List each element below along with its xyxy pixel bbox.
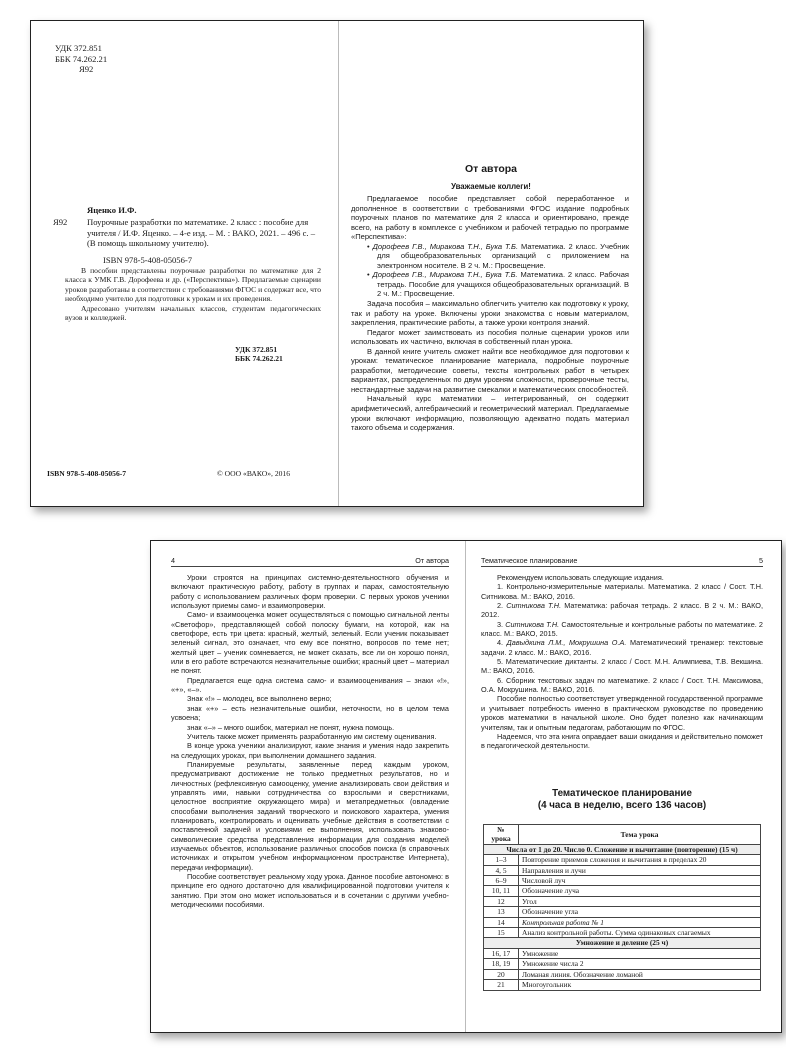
paragraph: знак «+» – есть незначительные ошибки, неточности, но в целом тема усвоена; <box>171 703 449 723</box>
lesson-number: 20 <box>484 969 519 979</box>
recommendation-item <box>481 638 763 657</box>
item-text: Математика: рабочая тетрадь. 2 класс. В 2 ч. М.: ВАКО, 2012. <box>481 601 763 620</box>
table-section-row <box>484 938 761 948</box>
lesson-topic: Анализ контрольной работы. Сумма одинаковых слагаемых <box>519 928 761 938</box>
lesson-topic: Ломаная линия. Обозначение ломаной <box>519 969 761 979</box>
table-section-row <box>484 844 761 854</box>
item-number: 3. <box>497 619 506 629</box>
lesson-number: 4, 5 <box>484 865 519 875</box>
item-text: Математический тренажер: текстовые задачи. 2 класс. М.: ВАКО, 2016. <box>481 638 763 657</box>
recommendation-item <box>481 620 763 639</box>
intro-paragraph: Предлагаемое пособие представляет собой переработанное и дополненное в соответствии с требованиями ФГОС издание подробных поурочных планов по математике для 2 класса и ориентировано, прежде всего, на работу в комплексе с учебником и рабочей тетрадью по программе «Перспектива»: <box>351 194 629 242</box>
lesson-topic: Умножение <box>519 948 761 958</box>
right-running-title: Тематическое планирование <box>481 556 578 565</box>
lesson-topic: Направления и лучи <box>519 865 761 875</box>
left-running-header <box>171 556 449 567</box>
imprint-spread <box>30 20 644 507</box>
item-number: 2. <box>497 601 507 611</box>
lesson-number: 6–9 <box>484 876 519 886</box>
isbn-bottom: ISBN 978-5-408-05056-7 <box>47 469 127 478</box>
plan-title: Тематическое планирование <box>552 788 692 799</box>
goal-paragraph: Задача пособия – максимально облегчить учителю как подготовку к уроку, так и работу на уроке. Включены уроки знакомства с новым материалом, закрепления, практические работы, а также уроки контроля знаний. <box>351 299 629 328</box>
spine-divider <box>338 21 339 506</box>
paragraph: В конце урока ученики анализируют, какие знания и умения надо закрепить на следующих уроках, при выполнении домашнего задания. <box>171 741 449 760</box>
table-row <box>484 907 761 917</box>
item-author: Ситникова Т.Н. <box>506 601 562 611</box>
lesson-topic: Умножение числа 2 <box>519 959 761 969</box>
udk-top-block <box>55 43 107 75</box>
from-author-title: От автора <box>464 163 518 175</box>
item-number: 1. <box>497 582 507 592</box>
right-running-header <box>481 556 763 567</box>
author-heading: Яценко И.Ф. <box>87 205 137 215</box>
isbn-line: ISBN 978-5-408-05056-7 <box>103 254 193 265</box>
table-row <box>484 876 761 886</box>
table-row <box>484 865 761 875</box>
table-row <box>484 886 761 896</box>
paragraph: Учитель также может применять разработанную им систему оценивания. <box>187 731 437 741</box>
copyright: © ООО «ВАКО», 2016 <box>217 469 291 478</box>
lesson-number: 1–3 <box>484 855 519 865</box>
lesson-topic: Многоугольник <box>519 980 761 990</box>
udk-bottom-line: УДК 372.851 <box>235 345 278 354</box>
recommendations-intro: Рекомендуем использовать следующие издания. <box>497 573 664 582</box>
annotation-block <box>65 266 321 322</box>
item-author: Давыдкина Л.М., Мокрушина О.А. <box>506 638 627 648</box>
section-title: Числа от 1 до 20. Число 0. Сложение и вычитание (повторение) (15 ч) <box>484 844 761 854</box>
table-row <box>484 969 761 979</box>
recommendation-item <box>481 582 763 601</box>
recommendation-item <box>481 601 763 620</box>
paragraph: Пособие соответствует реальному ходу урока. Данное пособие автономно: в принципе его одного достаточно для квалифицированной подготовки учителя к занятию. При этом оно может использоваться и в сочетании с другими учебно-методическими пособиями. <box>171 872 449 910</box>
spine-divider <box>465 541 466 1032</box>
table-row <box>484 959 761 969</box>
item-number: 5. <box>497 657 506 667</box>
table-row <box>484 896 761 906</box>
table-row <box>484 917 761 927</box>
item-text: Самостоятельные и контрольные работы по математике. 2 класс. М.: ВАКО, 2015. <box>481 619 763 639</box>
lesson-topic: Обозначение угла <box>519 907 761 917</box>
lesson-number: 12 <box>484 896 519 906</box>
recommendations <box>481 573 763 751</box>
hope-paragraph: Надеемся, что эта книга оправдает ваши ожидания и действительно поможет в педагогической деятельности. <box>481 731 763 751</box>
bbk-bottom-line: ББК 74.262.21 <box>235 354 283 364</box>
contents-paragraph: В данной книге учитель сможет найти все необходимое для подготовки к урокам: тематическое планирование материала, подробные поурочные разработки, методические советы, тексты контрольных работ в четырех вариантах, распределенных по двум уровням сложности, проверочные тесты, нестандартные задачи на развитие смекалки и математических способностей. <box>351 346 629 394</box>
lesson-number: 21 <box>484 980 519 990</box>
author-mark-line: Я92 <box>79 64 94 75</box>
textbook-authors: Дорофеев Г.В., Миракова Т.Н., Бука Т.Б. <box>372 241 519 251</box>
table-row <box>484 855 761 865</box>
plan-table-wrap <box>483 824 761 991</box>
lesson-number: 13 <box>484 907 519 917</box>
textbook-bullet: • Дорофеев Г.В., Миракова Т.Н., Бука Т.Б. Математика. 2 класс. Учебник для общеобразовательных организаций с приложением на электронном носителе. В 2 ч. М.: Просвещение. <box>367 241 629 270</box>
paragraph: знак «–» – много ошибок, материал не понят, нужна помощь. <box>187 722 395 732</box>
workbook-authors: Дорофеев Г.В., Миракова Т.Н., Бука Т.Б. <box>372 270 518 280</box>
item-text: Математические диктанты. 2 класс / Сост. М.Н. Алимпиева, Т.В. Векшина. М.: ВАКО, 2016. <box>481 657 764 676</box>
item-author: Ситникова Т.Н. <box>505 619 560 629</box>
lesson-number: 16, 17 <box>484 948 519 958</box>
plan-heading <box>481 788 763 812</box>
left-page-number: 4 <box>171 556 175 565</box>
paragraph: Предлагается еще одна система само- и взаимооценивания – знаки «!», «+», «–». <box>171 675 449 695</box>
section-title: Умножение и деление (25 ч) <box>484 938 761 948</box>
item-text: Сборник текстовых задач по математике. 2 класс / Сост. Т.Н. Максимова, О.А. Мокрушина. М.: ВАКО, 2016. <box>481 675 763 695</box>
right-page-number: 5 <box>759 556 763 565</box>
item-number: 6. <box>497 675 506 685</box>
paragraph: Уроки строятся на принципах системно-деятельностного обучения и включают практическую работу, работу в группах и парах, самостоятельную работу с использованием различных форм проверки. С первых уроков ученики используют приемы само- и взаимопроверки. <box>171 573 449 611</box>
paragraph: Само- и взаимооценка может осуществляться с помощью сигнальной ленты «Светофор», представляющей собой полоску бумаги, на которой, как на светофоре, есть три цвета: красный, желтый, зеленый. Если ученик показывает зеленый сигнал, это означает, что ему все понятно, вопросов по теме нет; желтый цвет – ученик сомневается, не может сказать, все ли он хорошо понял, или в его работе встречаются незначительные ошибки; красный цвет – материал не понят. <box>171 610 449 676</box>
recommendations-list <box>481 582 763 694</box>
item-text: Контрольно-измерительные материалы. Математика. 2 класс / Сост. Т.Н. Ситникова. М.: ВАКО, 2016. <box>481 582 763 601</box>
udk-bottom-block <box>235 345 283 364</box>
table-row <box>484 948 761 958</box>
left-running-title: От автора <box>415 556 449 565</box>
borrow-paragraph: Педагог может заимствовать из пособия полные сценарии уроков или использовать их частично, включая в собственный план урока. <box>351 327 629 347</box>
compliance-paragraph: Пособие полностью соответствует утвержденной государственной программе и учитывает потребность именно в практическом руководстве по проведению уроков математики в начальной школе. Оно будет полезно как начинающим учителям, так и опытным педагогам, работающим по ФГОС. <box>481 694 763 732</box>
from-author-body <box>351 194 629 433</box>
item-number: 4. <box>497 638 507 648</box>
lesson-number: 18, 19 <box>484 959 519 969</box>
greeting: Уважаемые коллеги! <box>451 182 531 191</box>
lesson-number: 15 <box>484 928 519 938</box>
lesson-topic: Обозначение луча <box>519 886 761 896</box>
workbook-bullet: • Дорофеев Г.В., Миракова Т.Н., Бука Т.Б. Математика. 2 класс. Рабочая тетрадь. Пособие для учащихся общеобразовательных организаций. В 2 ч. М.: Просвещение. <box>367 270 629 299</box>
bbk-line: ББК 74.262.21 <box>55 53 108 64</box>
recommendation-item <box>481 657 763 676</box>
table-header-row <box>484 825 761 845</box>
plan-subtitle: (4 часа в неделю, всего 136 часов) <box>537 800 707 811</box>
course-paragraph: Начальный курс математики – интегрированный, он содержит арифметический, алгебраический и геометрический материал. Предлагаемые уроки включают информацию, позволяющую адекватно подать материал такого объема и содержания. <box>351 394 629 433</box>
plan-table <box>483 824 761 991</box>
recommendation-item <box>481 676 763 695</box>
author-mark: Я92 <box>53 217 68 227</box>
lesson-number: 10, 11 <box>484 886 519 896</box>
left-body <box>171 573 449 909</box>
paragraph: Планируемые результаты, заявленные перед каждым уроком, предусматривают достижение не только предметных результатов, но и личностных (рефлексивную самооценку, умение анализировать свои действия и управлять ими, навыки сотрудничества со взрослыми и сверстниками, целостное восприятие окружающего мира) и метапредметных (овладение способами выполнения заданий творческого и поискового характера, умения планировать, контролировать и оценивать учебные действия в соответствии с поставленной задачей и условиями ее выполнения, использовать знаково-символические средства представления информации для создания моделей изучаемых объектов, использование различных способов поиска (в справочных источниках и открытом учебном информационном пространстве Интернета), передачи информации). <box>171 759 449 872</box>
lesson-topic: Повторение приемов сложения и вычитания в пределах 20 <box>519 855 761 865</box>
header-lesson-number: № урока <box>484 825 519 845</box>
paragraph: Знак «!» – молодец, все выполнено верно; <box>187 694 332 704</box>
table-row <box>484 928 761 938</box>
annotation-text: В пособии представлены поурочные разработки по математике для 2 класса к УМК Г.В. Дорофеева и др. («Перспектива»). Предлагаемые сценарии уроков разработаны в соответствии с требованиями ФГОС и содержат все, что необходимо учителю для подготовки к урокам и их проведения. <box>65 266 321 304</box>
textbook-title: Математика. 2 класс. Учебник для общеобразовательных организаций с приложением на электронном носителе. В 2 ч. М.: Просвещение. <box>377 241 629 270</box>
biblio-text: Поурочные разработки по математике. 2 класс : пособие для учителя / И.Ф. Яценко. – 4-е изд. – М. : ВАКО, 2021. – 496 с. – (В помощь школьному учителю). <box>87 217 316 249</box>
content-spread <box>150 540 782 1033</box>
bibliographic-record <box>87 217 321 265</box>
lesson-topic: Контрольная работа № 1 <box>519 917 761 927</box>
lesson-topic: Числовой луч <box>519 876 761 886</box>
udk-line: УДК 372.851 <box>55 43 102 53</box>
audience-text: Адресовано учителям начальных классов, студентам педагогических вузов и колледжей. <box>65 303 321 323</box>
lesson-number: 14 <box>484 917 519 927</box>
header-lesson-topic: Тема урока <box>519 825 761 845</box>
workbook-title: Математика. 2 класс. Рабочая тетрадь. Пособие для учащихся общеобразовательных организаций. В 2 ч. М.: Просвещение. <box>377 270 629 299</box>
lesson-topic: Угол <box>519 896 761 906</box>
table-row <box>484 980 761 990</box>
